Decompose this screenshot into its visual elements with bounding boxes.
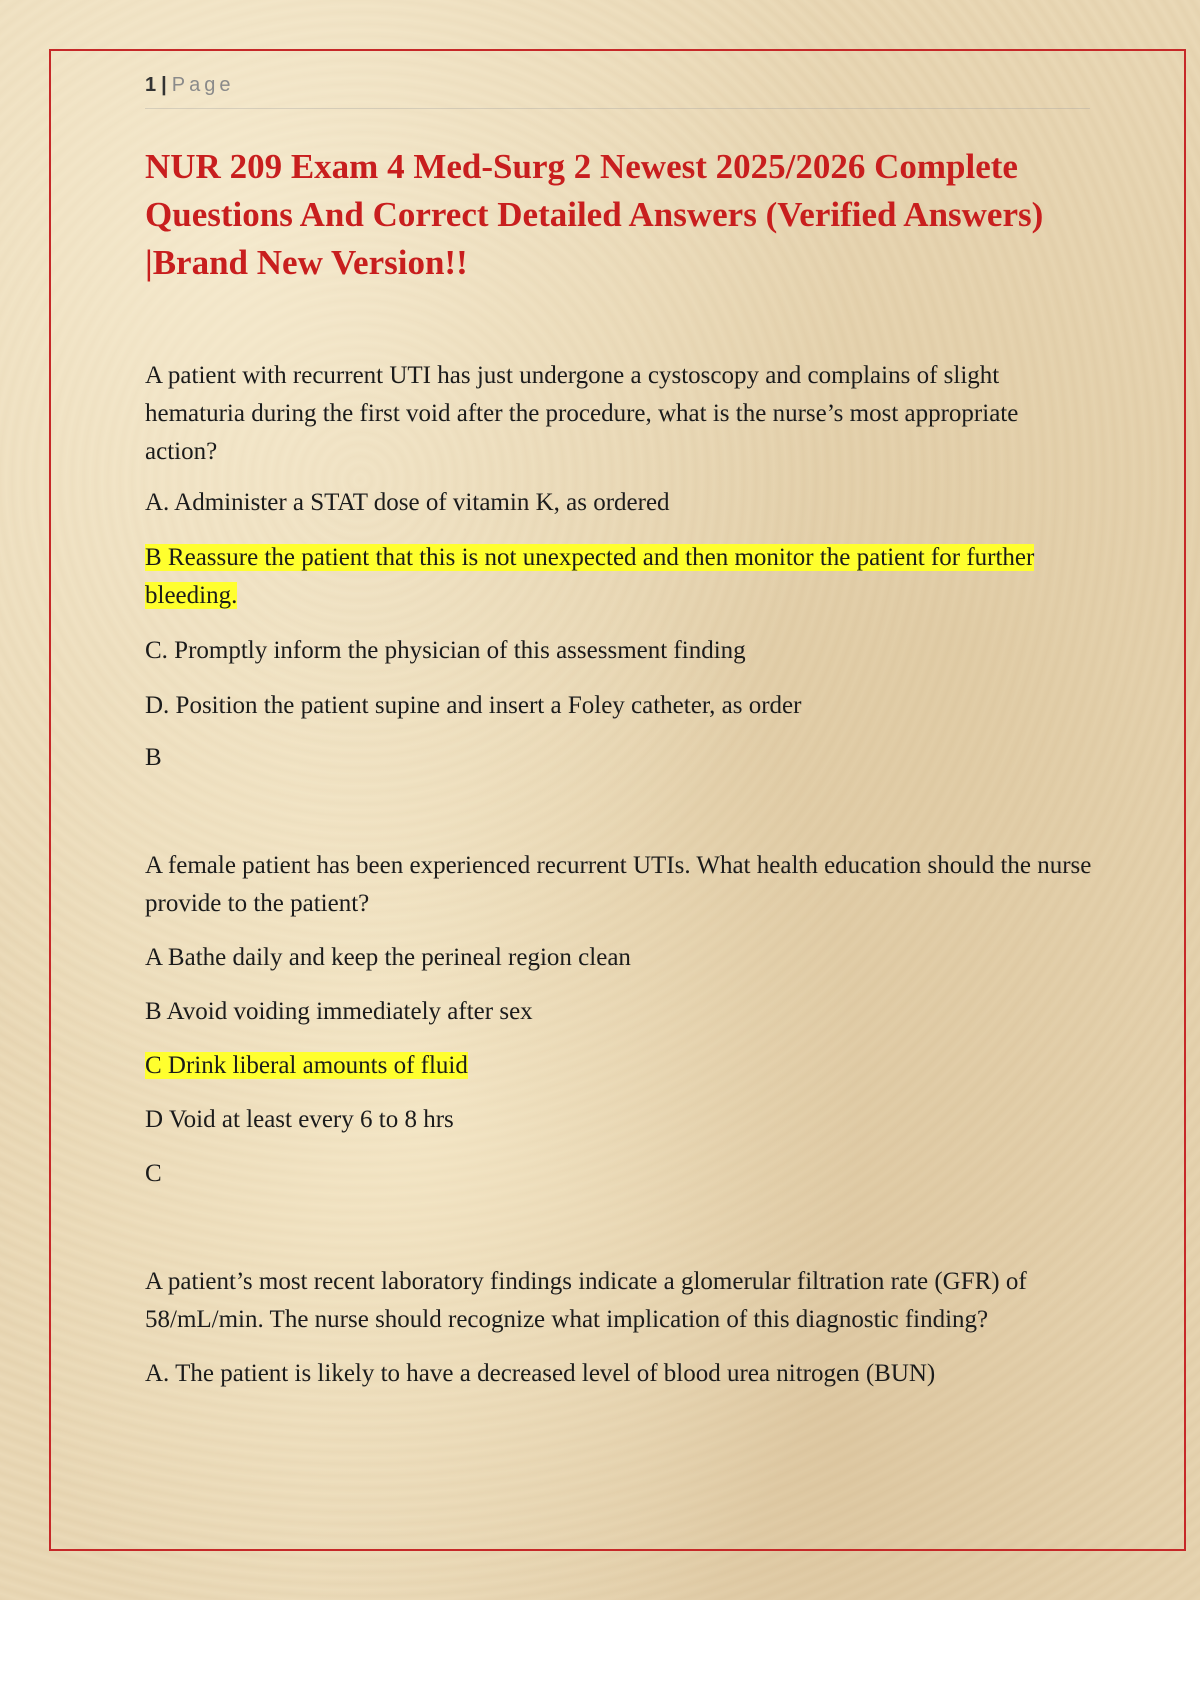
- question-stem: A patient’s most recent laboratory findings indicate a glomerular filtration rate (GFR) of 58/mL/min. The nurse should recognize what implication of this diagnostic finding?: [145, 1268, 1027, 1333]
- question-stem: A patient with recurrent UTI has just undergone a cystoscopy and complains of slight hematuria during the first void after the procedure, what is the nurse’s most appropriate action?: [145, 362, 1019, 465]
- option-a: A Bathe daily and keep the perineal region clean: [145, 944, 631, 971]
- document-title: NUR 209 Exam 4 Med-Surg 2 Newest 2025/2026 Complete Questions And Correct Detailed Answers (Verified Answers) |Brand New Version!!: [145, 147, 1044, 282]
- option-a: A. Administer a STAT dose of vitamin K, as ordered: [145, 489, 670, 516]
- page-word: Page: [171, 74, 235, 96]
- highlighted-answer-text: C Drink liberal amounts of fluid: [145, 1052, 468, 1079]
- page-number: 1: [145, 74, 158, 96]
- page-number-header: [145, 74, 234, 97]
- option-c: C. Promptly inform the physician of this assessment finding: [145, 637, 746, 664]
- option-b: B Avoid voiding immediately after sex: [145, 998, 533, 1025]
- question-list: [145, 357, 1095, 1393]
- question-stem: A female patient has been experienced recurrent UTIs. What health education should the nurse provide to the patient?: [145, 852, 1092, 917]
- option-b-correct: [145, 539, 1095, 615]
- option-a: A. The patient is likely to have a decreased level of blood urea nitrogen (BUN): [145, 1360, 936, 1387]
- option-c-correct: [145, 1047, 1095, 1085]
- header-rule: [145, 108, 1090, 109]
- highlighted-answer-text: B Reassure the patient that this is not unexpected and then monitor the patient for further bleeding.: [145, 544, 1035, 609]
- answer-key: C: [145, 1160, 162, 1187]
- page-number-separator: |: [161, 74, 168, 96]
- option-d: D Void at least every 6 to 8 hrs: [145, 1106, 454, 1133]
- question-3: [145, 1263, 1095, 1393]
- question-2: [145, 847, 1095, 1193]
- option-d: D. Position the patient supine and insert a Foley catheter, as order: [145, 692, 802, 719]
- answer-key: B: [145, 744, 162, 771]
- question-1: [145, 357, 1095, 777]
